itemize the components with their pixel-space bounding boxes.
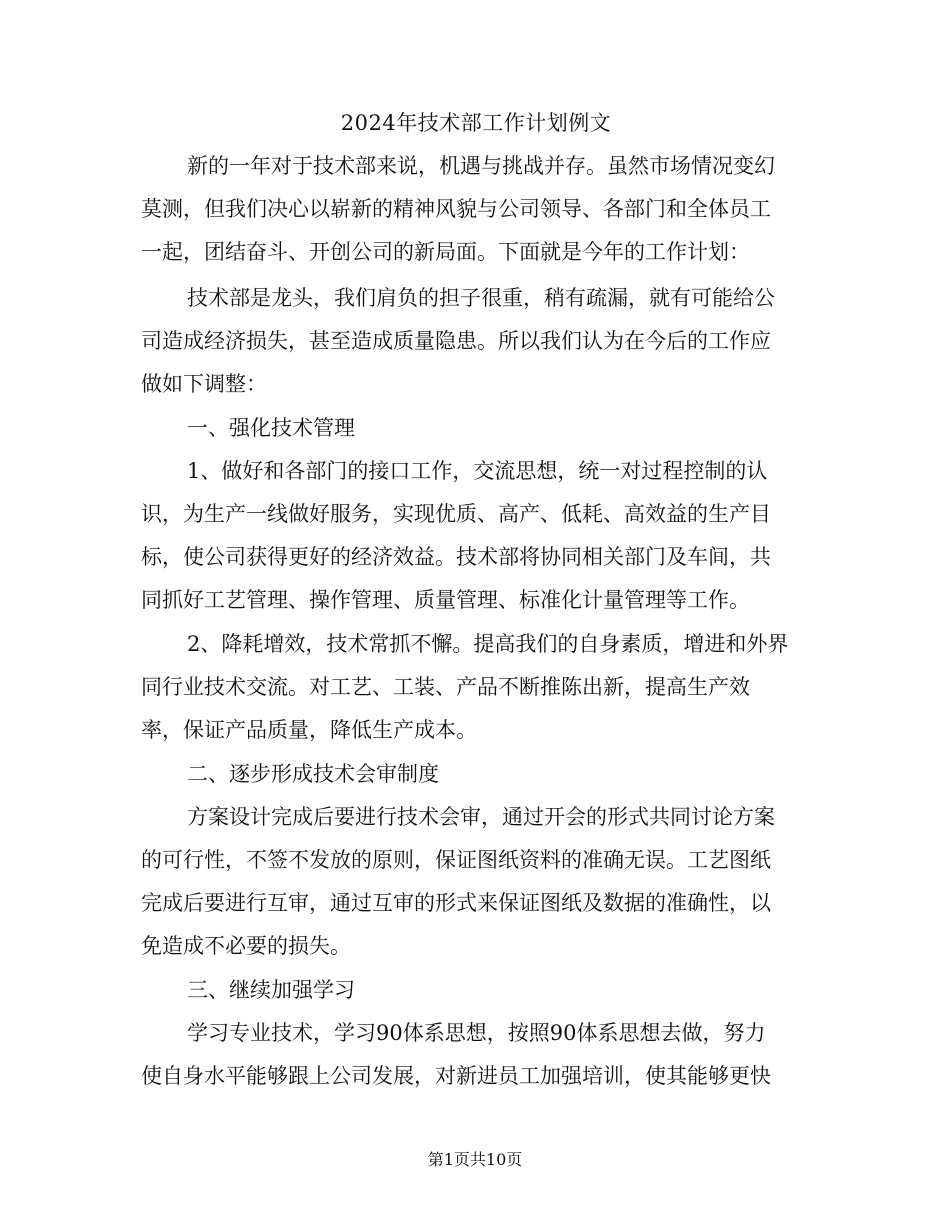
paragraph-line: 识，为生产一线做好服务，实现优质、高产、低耗、高效益的生产目: [141, 502, 771, 526]
paragraph-line: 学习专业技术，学习90体系思想，按照90体系思想去做，努力: [187, 1021, 766, 1045]
paragraph-line: 免造成不必要的损失。: [141, 934, 351, 958]
paragraph-line: 的可行性，不签不发放的原则，保证图纸资料的准确无误。工艺图纸: [141, 848, 771, 872]
paragraph-line: 司造成经济损失，甚至造成质量隐患。所以我们认为在今后的工作应: [141, 329, 771, 353]
paragraph-line: 1、做好和各部门的接口工作，交流思想，统一对过程控制的认: [187, 459, 768, 483]
paragraph-line: 新的一年对于技术部来说，机遇与挑战并存。虽然市场情况变幻: [187, 154, 775, 178]
section-heading: 三、继续加强学习: [187, 978, 355, 1002]
paragraph-line: 莫测，但我们决心以崭新的精神风貌与公司领导、各部门和全体员工: [141, 197, 771, 221]
paragraph-line: 率，保证产品质量，降低生产成本。: [141, 718, 477, 742]
paragraph-line: 方案设计完成后要进行技术会审，通过开会的形式共同讨论方案: [187, 805, 775, 829]
paragraph-line: 完成后要进行互审，通过互审的形式来保证图纸及数据的准确性，以: [141, 891, 771, 915]
paragraph-line: 一起，团结奋斗、开创公司的新局面。下面就是今年的工作计划：: [141, 240, 750, 264]
section-heading: 二、逐步形成技术会审制度: [187, 762, 439, 786]
section-heading: 一、强化技术管理: [187, 416, 355, 440]
paragraph-line: 做如下调整：: [141, 372, 267, 396]
paragraph-line: 同抓好工艺管理、操作管理、质量管理、标准化计量管理等工作。: [141, 588, 750, 612]
document-title: 2024年技术部工作计划例文: [340, 111, 612, 135]
paragraph-line: 同行业技术交流。对工艺、工装、产品不断推陈出新，提高生产效: [141, 675, 750, 699]
paragraph-line: 技术部是龙头，我们肩负的担子很重，稍有疏漏，就有可能给公: [187, 286, 775, 310]
paragraph-line: 2、降耗增效，技术常抓不懈。提高我们的自身素质，增进和外界: [187, 632, 789, 656]
paragraph-line: 标，使公司获得更好的经济效益。技术部将协同相关部门及车间，共: [141, 545, 771, 569]
paragraph-line: 使自身水平能够跟上公司发展，对新进员工加强培训，使其能够更快: [141, 1064, 771, 1088]
page-number-footer: 第1页共10页: [427, 1150, 523, 1169]
